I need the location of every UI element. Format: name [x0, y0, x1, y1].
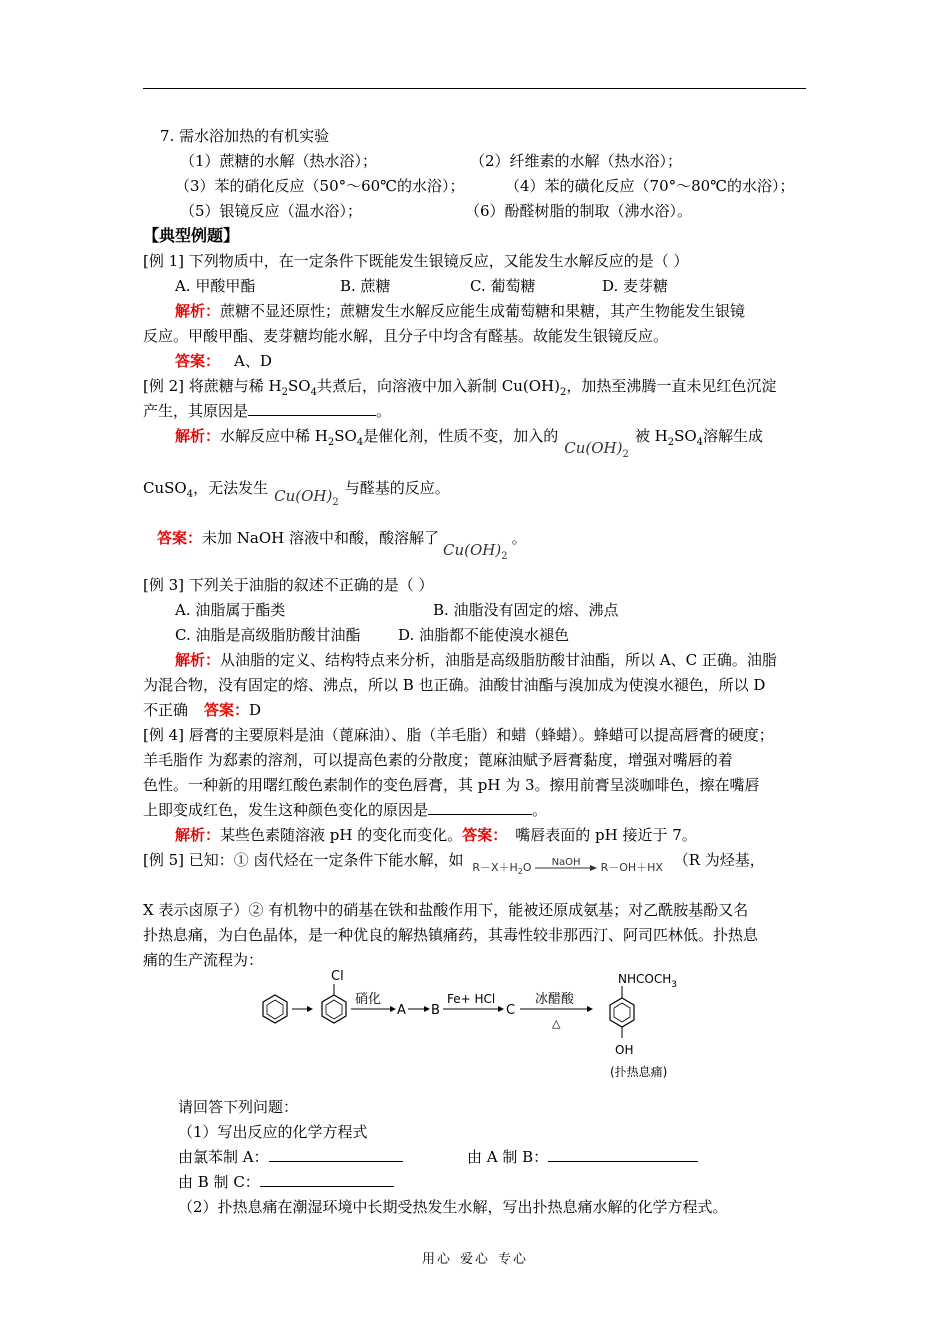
formula: Cu(OH) — [274, 487, 333, 505]
analysis-label: 解析： — [175, 427, 221, 445]
ex5-q2: （2）扑热息痛在潮湿环境中长期受热发生水解，写出扑热息痛水解的化学方程式。 — [178, 1198, 728, 1216]
formula: Cu(OH) — [443, 541, 502, 559]
ex3-option-d: D. 油脂都不能使溴水褪色 — [398, 626, 570, 644]
heat-symbol: △ — [552, 1017, 561, 1030]
text: 。 — [376, 402, 392, 420]
footer-text: 用心 — [421, 1252, 452, 1267]
cu-oh-2-formula — [274, 487, 339, 508]
ex4-line4 — [143, 799, 547, 821]
subscript: 2 — [281, 387, 289, 398]
ex5-line2: X 表示卤原子）② 有机物中的硝基在铁和盐酸作用下，能被还原成氨基；对乙酰胺基酚又名 — [143, 901, 749, 919]
eq-right: R－OH＋HX — [600, 861, 663, 874]
hydroxyl-label: OH — [615, 1043, 634, 1057]
analysis-text: 蔗糖不显还原性；蔗糖发生水解反应能生成葡萄糖和果糖，其产生物能发生银镜 — [220, 302, 746, 320]
ex5-q1c — [178, 1171, 394, 1193]
ex5-q1: （1）写出反应的化学方程式 — [178, 1123, 368, 1141]
text: 产生，其原因是 — [143, 402, 249, 420]
text: 上即变成红色，发生这种颜色变化的原因是 — [143, 801, 429, 819]
step1-label: 硝化 — [355, 992, 382, 1007]
arrow-icon — [408, 1006, 430, 1012]
ex5-line3: 扑热息痛，为白色晶体，是一种优良的解热镇痛药，其毒性较非那西汀、阿司匹林低。扑热息 — [143, 926, 759, 944]
answer-text: D — [249, 701, 262, 719]
text: 。 — [511, 529, 527, 547]
reaction-arrow — [535, 857, 597, 875]
text: 共煮后，向溶液中加入新制 Cu(OH) — [316, 377, 560, 395]
subscript: 4 — [186, 489, 194, 500]
ex4-line2: 羊毛脂作 为郄素的溶剂，可以提高色素的分散度；蓖麻油赋予唇膏黏度，增强对嘴唇的着 — [143, 751, 733, 769]
ex4-line3: 色性。一种新的用曙红酸色素制作的变色唇膏，其 pH 为 3。擦用前膏呈淡咖啡色，擦在嘴唇 — [143, 776, 760, 794]
label-text: NHCOCH — [618, 972, 672, 986]
typical-examples-heading: 【典型例题】 — [143, 226, 240, 245]
answer-blank[interactable] — [548, 1147, 698, 1162]
arrow-icon — [535, 861, 597, 875]
ex2-analysis-line2 — [143, 477, 450, 506]
subscript: 2 — [501, 551, 508, 562]
text: 溶解生成 — [703, 427, 764, 445]
answer-blank[interactable] — [260, 1172, 394, 1187]
header-rule — [143, 88, 806, 89]
subscript: 2 — [667, 437, 675, 448]
text: 从油脂的定义、结构特点来分析，油脂是高级脂肪酸甘油酯，所以 A、C 正确。油脂 — [220, 651, 777, 669]
ex3-analysis-line1 — [175, 649, 777, 671]
footer-text: 专心 — [498, 1252, 529, 1267]
eq-text: O — [522, 861, 532, 874]
text: [例 2] 将蔗糖与稀 H — [143, 377, 282, 395]
ex1-analysis-line2: 反应。甲酸甲酯、麦芽糖均能水解，且分子中均含有醛基。故能发生银镜反应。 — [143, 327, 669, 345]
text: ，加热至沸腾一直未见红色沉淀 — [566, 377, 777, 395]
text: 某些色素随溶液 pH 的变化而变化。 — [220, 826, 463, 844]
text: 。 — [532, 801, 548, 819]
arrow-condition: NaOH — [551, 857, 581, 868]
ex4-analysis — [175, 824, 697, 846]
ex2-question-line2 — [143, 400, 391, 422]
text: 不正确 — [143, 701, 189, 719]
text: 被 H — [634, 427, 668, 445]
answer-text: 嘴唇表面的 pH 接近于 7。 — [515, 826, 697, 844]
section7-item-3: （3）苯的硝化反应（50°～60℃的水浴）； — [175, 177, 465, 195]
ex1-option-d: D. 麦芽糖 — [602, 277, 669, 295]
step2-label: Fe+ HCl — [447, 992, 496, 1006]
answer-label: 答案： — [175, 352, 221, 370]
answer-blank[interactable] — [428, 800, 532, 815]
cu-oh-2-formula — [443, 541, 508, 562]
compound-a: A — [397, 1003, 406, 1018]
text: 由 B 制 C： — [178, 1173, 260, 1191]
text: [例 5] 已知：① 卤代烃在一定条件下能水解，如 — [143, 851, 464, 869]
ex1-option-a: A. 甲酸甲酯 — [175, 277, 256, 295]
page-footer — [0, 1248, 950, 1267]
ex1-answer — [175, 350, 272, 372]
chlorine-label: Cl — [331, 969, 344, 984]
answer-label: 答案： — [462, 826, 508, 844]
hydrolysis-equation — [472, 857, 663, 883]
ex5-line1 — [143, 849, 765, 877]
subscript: 2 — [332, 497, 339, 508]
ex3-question: [例 3] 下列关于油脂的叙述不正确的是（ ） — [143, 576, 434, 594]
ex5-q1a — [178, 1146, 403, 1168]
subscript: 4 — [696, 437, 704, 448]
ex2-analysis-line1 — [175, 425, 764, 460]
subscript: 2 — [327, 437, 335, 448]
ex3-analysis-line2: 为混合物，没有固定的熔、沸点，所以 B 也正确。油酸甘油酯与溴加成为使溴水褪色，所以 D — [143, 676, 766, 694]
text: ，无法发生 — [193, 479, 269, 497]
paracetamol-ring-icon — [610, 998, 634, 1027]
answer-label: 答案： — [204, 701, 250, 719]
ex3-option-c: C. 油脂是高级脂肪酸甘油酯 — [175, 626, 361, 644]
analysis-label: 解析： — [175, 302, 221, 320]
text: 是催化剂，性质不变，加入的 — [363, 427, 559, 445]
ex1-analysis-line1 — [175, 300, 745, 322]
product-name: (扑热息痛) — [610, 1065, 668, 1079]
subscript: 4 — [310, 387, 317, 398]
ex5-q1b — [467, 1146, 698, 1168]
benzene-ring-icon — [263, 995, 287, 1023]
acetamido-label — [618, 972, 677, 990]
text: （R 为烃基， — [673, 851, 765, 869]
arrow-icon — [443, 1006, 504, 1012]
section7-item-5: （5）银镜反应（温水浴）； — [180, 202, 363, 220]
synthesis-flow-diagram — [255, 965, 695, 1090]
section7-item-6: （6）酚醛树脂的制取（沸水浴）。 — [465, 202, 693, 220]
cu-oh-2-formula — [564, 439, 629, 460]
ex2-answer — [157, 527, 527, 562]
section7-title: 7. 需水浴加热的有机实验 — [160, 127, 330, 145]
ex3-option-a: A. 油脂属于酯类 — [175, 601, 286, 619]
text: 由 A 制 B： — [467, 1148, 549, 1166]
subscript: 2 — [622, 449, 629, 460]
subscript: 3 — [671, 980, 677, 990]
subscript: 2 — [559, 387, 567, 398]
ex5-ask: 请回答下列问题： — [178, 1098, 299, 1116]
answer-blank[interactable] — [248, 401, 376, 416]
footer-text: 爱心 — [459, 1252, 490, 1267]
section7-item-1: （1）蔗糖的水解（热水浴）； — [180, 152, 378, 170]
text: SO — [674, 427, 697, 445]
eq-left: R－X＋H — [472, 861, 518, 874]
answer-blank[interactable] — [269, 1147, 403, 1162]
analysis-label: 解析： — [175, 826, 221, 844]
answer-text: 未加 NaOH 溶液中和酸，酸溶解了 — [202, 529, 439, 547]
answer-label: 答案： — [157, 529, 203, 547]
text: 与醛基的反应。 — [344, 479, 450, 497]
compound-b: B — [431, 1003, 440, 1018]
text: SO — [288, 377, 311, 395]
formula: Cu(OH) — [564, 439, 623, 457]
text: 由氯苯制 A： — [178, 1148, 269, 1166]
answer-text: A、D — [234, 352, 272, 370]
chlorobenzene-ring-icon — [322, 995, 346, 1023]
ex4-line1: [例 4] 唇膏的主要原料是油（蓖麻油）、脂（羊毛脂）和蜡（蜂蜡）。蜂蜡可以提高唇膏的硬度； — [143, 726, 774, 744]
subscript: 2 — [517, 867, 523, 877]
analysis-label: 解析： — [175, 651, 221, 669]
text: 水解反应中稀 H — [220, 427, 328, 445]
compound-c: C — [506, 1003, 516, 1018]
text: CuSO — [143, 479, 187, 497]
ex1-question: [例 1] 下列物质中，在一定条件下既能发生银镜反应，又能发生水解反应的是（ ） — [143, 252, 689, 270]
ex5-line4: 痛的生产流程为： — [143, 951, 264, 969]
ex3-option-b: B. 油脂没有固定的熔、沸点 — [433, 601, 619, 619]
section7-item-2: （2）纤维素的水解（热水浴）； — [470, 152, 683, 170]
section7-item-4: （4）苯的磺化反应（70°～80℃的水浴）； — [505, 177, 795, 195]
text: SO — [334, 427, 357, 445]
subscript: 4 — [356, 437, 364, 448]
step3-label: 冰醋酸 — [535, 992, 575, 1007]
ex1-option-b: B. 蔗糖 — [340, 277, 391, 295]
arrow-icon — [292, 1006, 313, 1012]
ex1-option-c: C. 葡萄糖 — [470, 277, 536, 295]
ex3-analysis-line3 — [143, 699, 261, 721]
